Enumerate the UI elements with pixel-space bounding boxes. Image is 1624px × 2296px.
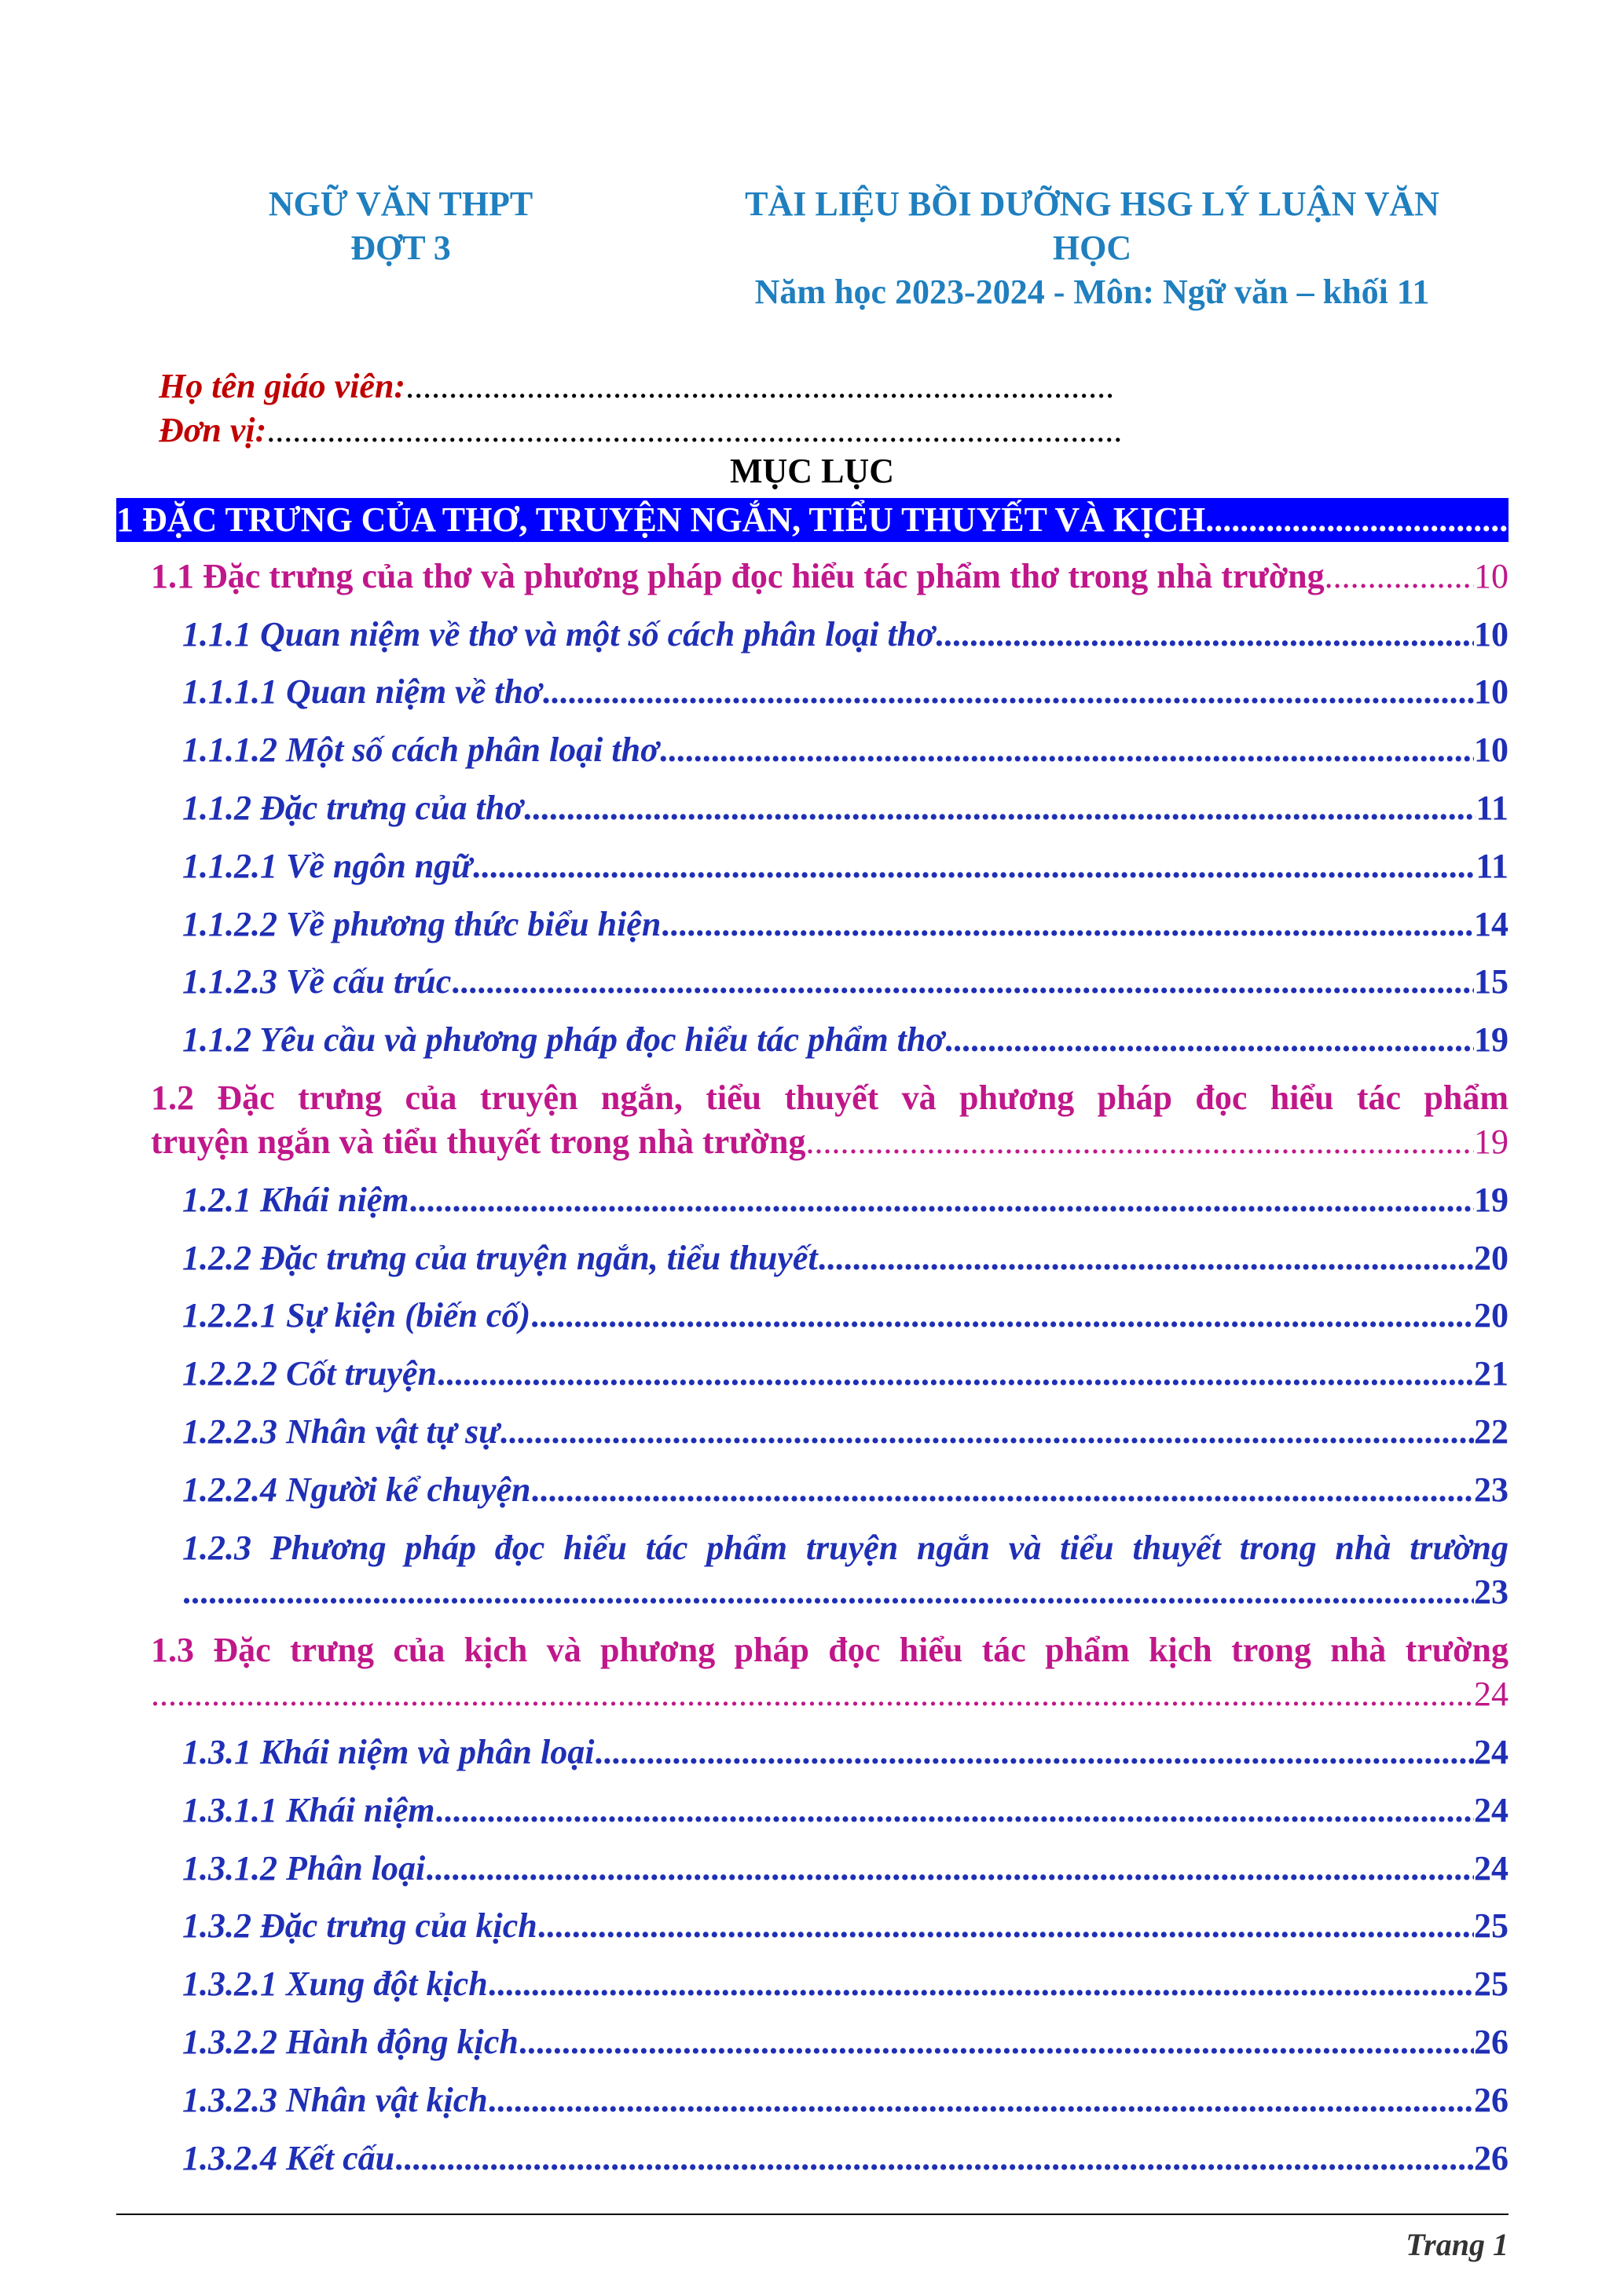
toc-leader	[537, 1904, 1474, 1948]
toc-leader	[182, 1570, 1474, 1614]
toc-entry-page: 24	[1474, 1849, 1509, 1888]
toc-entry-label: 1.1 Đặc trưng của thơ và phương pháp đọc hiểu tác phẩm thơ trong nhà trường	[151, 557, 1325, 595]
toc-entry-1-2-2-3[interactable]	[182, 1410, 1509, 1454]
toc-entry-label: 1.2.2.1 Sự kiện (biến cố)	[182, 1296, 531, 1335]
batch-label: ĐỢT 3	[350, 229, 451, 267]
toc-entry-1-1-1-2[interactable]	[182, 728, 1509, 772]
toc-leader	[805, 1120, 1474, 1164]
toc-leader	[944, 1018, 1474, 1062]
header-right	[691, 182, 1493, 314]
toc-entry-label: 1.1.2 Đặc trưng của thơ	[182, 789, 523, 827]
toc-entry-page: 26	[1474, 2139, 1509, 2177]
toc-entry-1-2-2-4[interactable]	[182, 1468, 1509, 1512]
toc-entry-page: 10	[1474, 615, 1509, 654]
toc-entry-page: 25	[1474, 1906, 1509, 1945]
toc-entry-label: 1.3.2.2 Hành động kịch	[182, 2023, 519, 2061]
toc-leader	[488, 2078, 1474, 2122]
toc-entry-1-2-3[interactable]	[182, 1526, 1509, 1614]
toc-entry-label-line2: truyện ngắn và tiểu thuyết trong nhà trường	[151, 1122, 806, 1161]
toc-leader	[151, 1672, 1474, 1716]
document-header	[0, 182, 1624, 324]
toc-leader	[523, 786, 1476, 830]
toc-leader	[472, 844, 1476, 888]
toc-entry-page: 26	[1474, 2023, 1509, 2061]
teacher-unit-blank: ...................................................................................................	[266, 411, 1123, 449]
toc-entry-label: 1.3.2.1 Xung đột kịch	[182, 1965, 488, 2003]
toc-entry-1-2-2-1[interactable]	[182, 1294, 1509, 1338]
toc-entry-label: 1.3.1.1 Khái niệm	[182, 1791, 435, 1829]
toc-entry-label: 1.2.2.3 Nhân vật tự sự	[182, 1412, 500, 1451]
page-number: Trang 1	[1406, 2227, 1509, 2262]
toc-entry-1-2-1[interactable]	[182, 1178, 1509, 1222]
toc-leader	[661, 903, 1474, 947]
toc-entry-label: 1.3.1 Khái niệm và phân loại	[182, 1733, 595, 1771]
toc-leader	[435, 1789, 1475, 1833]
toc-entry-1-1-2-requirements[interactable]	[182, 1018, 1509, 1062]
subject-label: NGỮ VĂN THPT	[268, 185, 533, 223]
toc-entry-label: 1.2.2 Đặc trưng của truyện ngắn, tiểu thuyết	[182, 1239, 818, 1277]
toc-leader	[530, 1294, 1474, 1338]
toc-leader	[818, 1236, 1474, 1280]
toc-entry-1-1-2-2[interactable]	[182, 903, 1509, 947]
toc-leader	[531, 1468, 1474, 1512]
toc-entry-label: 1.1.1.2 Một số cách phân loại thơ	[182, 731, 659, 769]
toc-entry-label-line1: 1.2 Đặc trưng của truyện ngắn, tiểu thuyết và phương pháp đọc hiểu tác phẩm	[151, 1078, 1509, 1117]
toc-entry-label: 1.1.1 Quan niệm về thơ và một số cách phân loại thơ	[182, 615, 935, 654]
toc-entry-1-1-2-3[interactable]	[182, 960, 1509, 1004]
toc-entry-label: 1.3.1.2 Phân loại	[182, 1849, 426, 1888]
school-year-label: Năm học 2023-2024 - Môn: Ngữ văn – khối 11	[754, 273, 1430, 311]
toc-leader	[1205, 498, 1509, 542]
toc-leader	[519, 2020, 1474, 2064]
toc-entry-label-line1: 1.2.3 Phương pháp đọc hiểu tác phẩm truyện ngắn và tiểu thuyết trong nhà trường	[182, 1529, 1509, 1567]
toc-leader	[1325, 555, 1474, 599]
toc-entry-label: 1.1.2 Yêu cầu và phương pháp đọc hiểu tác phẩm thơ	[182, 1020, 944, 1059]
toc-leader	[437, 1352, 1474, 1396]
toc-entry-line2	[151, 1120, 1509, 1164]
document-title-line2: HỌC	[1052, 229, 1132, 267]
toc-entry-page: 11	[1476, 789, 1509, 827]
teacher-name-label: Họ tên giáo viên:	[159, 367, 406, 405]
toc-entry-page: 20	[1474, 1239, 1509, 1277]
toc-entry-label: 1.3.2.4 Kết cấu	[182, 2139, 395, 2177]
toc-entry-label: 1.1.2.1 Về ngôn ngữ	[182, 847, 472, 885]
toc-entry-page: 19	[1474, 1122, 1509, 1161]
toc-entry-page: 24	[1474, 1733, 1509, 1771]
toc-entry-1-3-1[interactable]	[182, 1730, 1509, 1774]
toc-entry-page: 22	[1474, 1412, 1509, 1451]
toc-entry-label: 1.2.1 Khái niệm	[182, 1181, 409, 1219]
toc-entry-1-3-2-3[interactable]	[182, 2078, 1509, 2122]
toc-leader	[409, 1178, 1475, 1222]
toc-entry-1[interactable]	[116, 498, 1509, 542]
toc-entry-1-1-1-1[interactable]	[182, 670, 1509, 714]
teacher-name-line	[159, 364, 1274, 408]
toc-entry-page: 14	[1474, 905, 1509, 943]
toc-leader	[935, 613, 1474, 657]
toc-entry-1-2-2-2[interactable]	[182, 1352, 1509, 1396]
toc-entry-page: 10	[1474, 557, 1509, 595]
toc-entry-label: 1.2.2.4 Người kể chuyện	[182, 1470, 531, 1509]
toc-leader	[488, 1962, 1474, 2006]
toc-entry-1-3-2[interactable]	[182, 1904, 1509, 1948]
toc-entry-1-1[interactable]	[151, 555, 1509, 599]
toc-entry-label: 1.1.1.1 Quan niệm về thơ	[182, 672, 542, 711]
toc-entry-label: 1.2.2.2 Cốt truyện	[182, 1354, 437, 1393]
toc-entry-1-2-2[interactable]	[182, 1236, 1509, 1280]
toc-leader	[500, 1410, 1474, 1454]
toc-title: MỤC LỤC	[730, 452, 894, 490]
document-title-line1: TÀI LIỆU BỒI DƯỠNG HSG LÝ LUẬN VĂN	[745, 185, 1439, 223]
toc-leader	[425, 1847, 1474, 1891]
toc-entry-page: 25	[1474, 1965, 1509, 2003]
toc-entry-line2	[151, 1672, 1509, 1716]
toc-entry-1-3-2-4[interactable]	[182, 2137, 1509, 2181]
toc-entry-label: 1.1.2.2 Về phương thức biểu hiện	[182, 905, 662, 943]
toc-entry-1-3-2-2[interactable]	[182, 2020, 1509, 2064]
toc-leader	[659, 728, 1474, 772]
toc-entry-line2	[182, 1570, 1509, 1614]
toc-entry-page: 21	[1474, 1354, 1509, 1393]
toc-entry-page: 26	[1474, 2081, 1509, 2119]
toc-entry-page: 23	[1474, 1573, 1509, 1611]
toc-entry-label: 1.3.2.3 Nhân vật kịch	[182, 2081, 488, 2119]
toc-entry-1-1-2[interactable]	[182, 786, 1509, 830]
header-left	[236, 182, 566, 270]
toc-entry-label: 1.3.2 Đặc trưng của kịch	[182, 1906, 537, 1945]
toc-entry-label-line1: 1.3 Đặc trưng của kịch và phương pháp đọc hiểu tác phẩm kịch trong nhà trường	[151, 1631, 1509, 1669]
toc-entry-1-3[interactable]	[151, 1628, 1509, 1716]
toc-leader	[451, 960, 1474, 1004]
toc-leader	[594, 1730, 1474, 1774]
toc-entry-label: 1 ĐẶC TRƯNG CỦA THƠ, TRUYỆN NGẮN, TIỂU THUYẾT VÀ KỊCH	[116, 500, 1206, 539]
toc-leader	[394, 2137, 1474, 2181]
toc-entry-1-1-2-1[interactable]	[182, 844, 1509, 888]
toc-entry-page: 10	[1474, 731, 1509, 769]
toc-entry-page: 19	[1474, 1181, 1509, 1219]
toc-entry-1-3-1-1[interactable]	[182, 1789, 1509, 1833]
toc-entry-page: 11	[1476, 847, 1509, 885]
toc-entry-page: 10	[1474, 672, 1509, 711]
toc-entry-page: 19	[1474, 1020, 1509, 1059]
teacher-name-blank: ..................................................................................	[405, 367, 1115, 405]
toc-entry-page: 24	[1474, 1675, 1509, 1713]
teacher-unit-line	[159, 408, 1274, 452]
toc-entry-page: 24	[1474, 1791, 1509, 1829]
toc-entry-1-3-1-2[interactable]	[182, 1847, 1509, 1891]
teacher-unit-label: Đơn vị:	[159, 411, 267, 449]
toc-entry-page: 20	[1474, 1296, 1509, 1335]
toc-entry-page: 15	[1474, 962, 1509, 1001]
toc-leader	[542, 670, 1474, 714]
footer-divider	[116, 2214, 1509, 2215]
toc-entry-1-2[interactable]	[151, 1076, 1509, 1164]
toc-entry-1-3-2-1[interactable]	[182, 1962, 1509, 2006]
toc-entry-label: 1.1.2.3 Về cấu trúc	[182, 962, 452, 1001]
toc-entry-page: 23	[1474, 1470, 1509, 1509]
toc-entry-1-1-1[interactable]	[182, 613, 1509, 657]
